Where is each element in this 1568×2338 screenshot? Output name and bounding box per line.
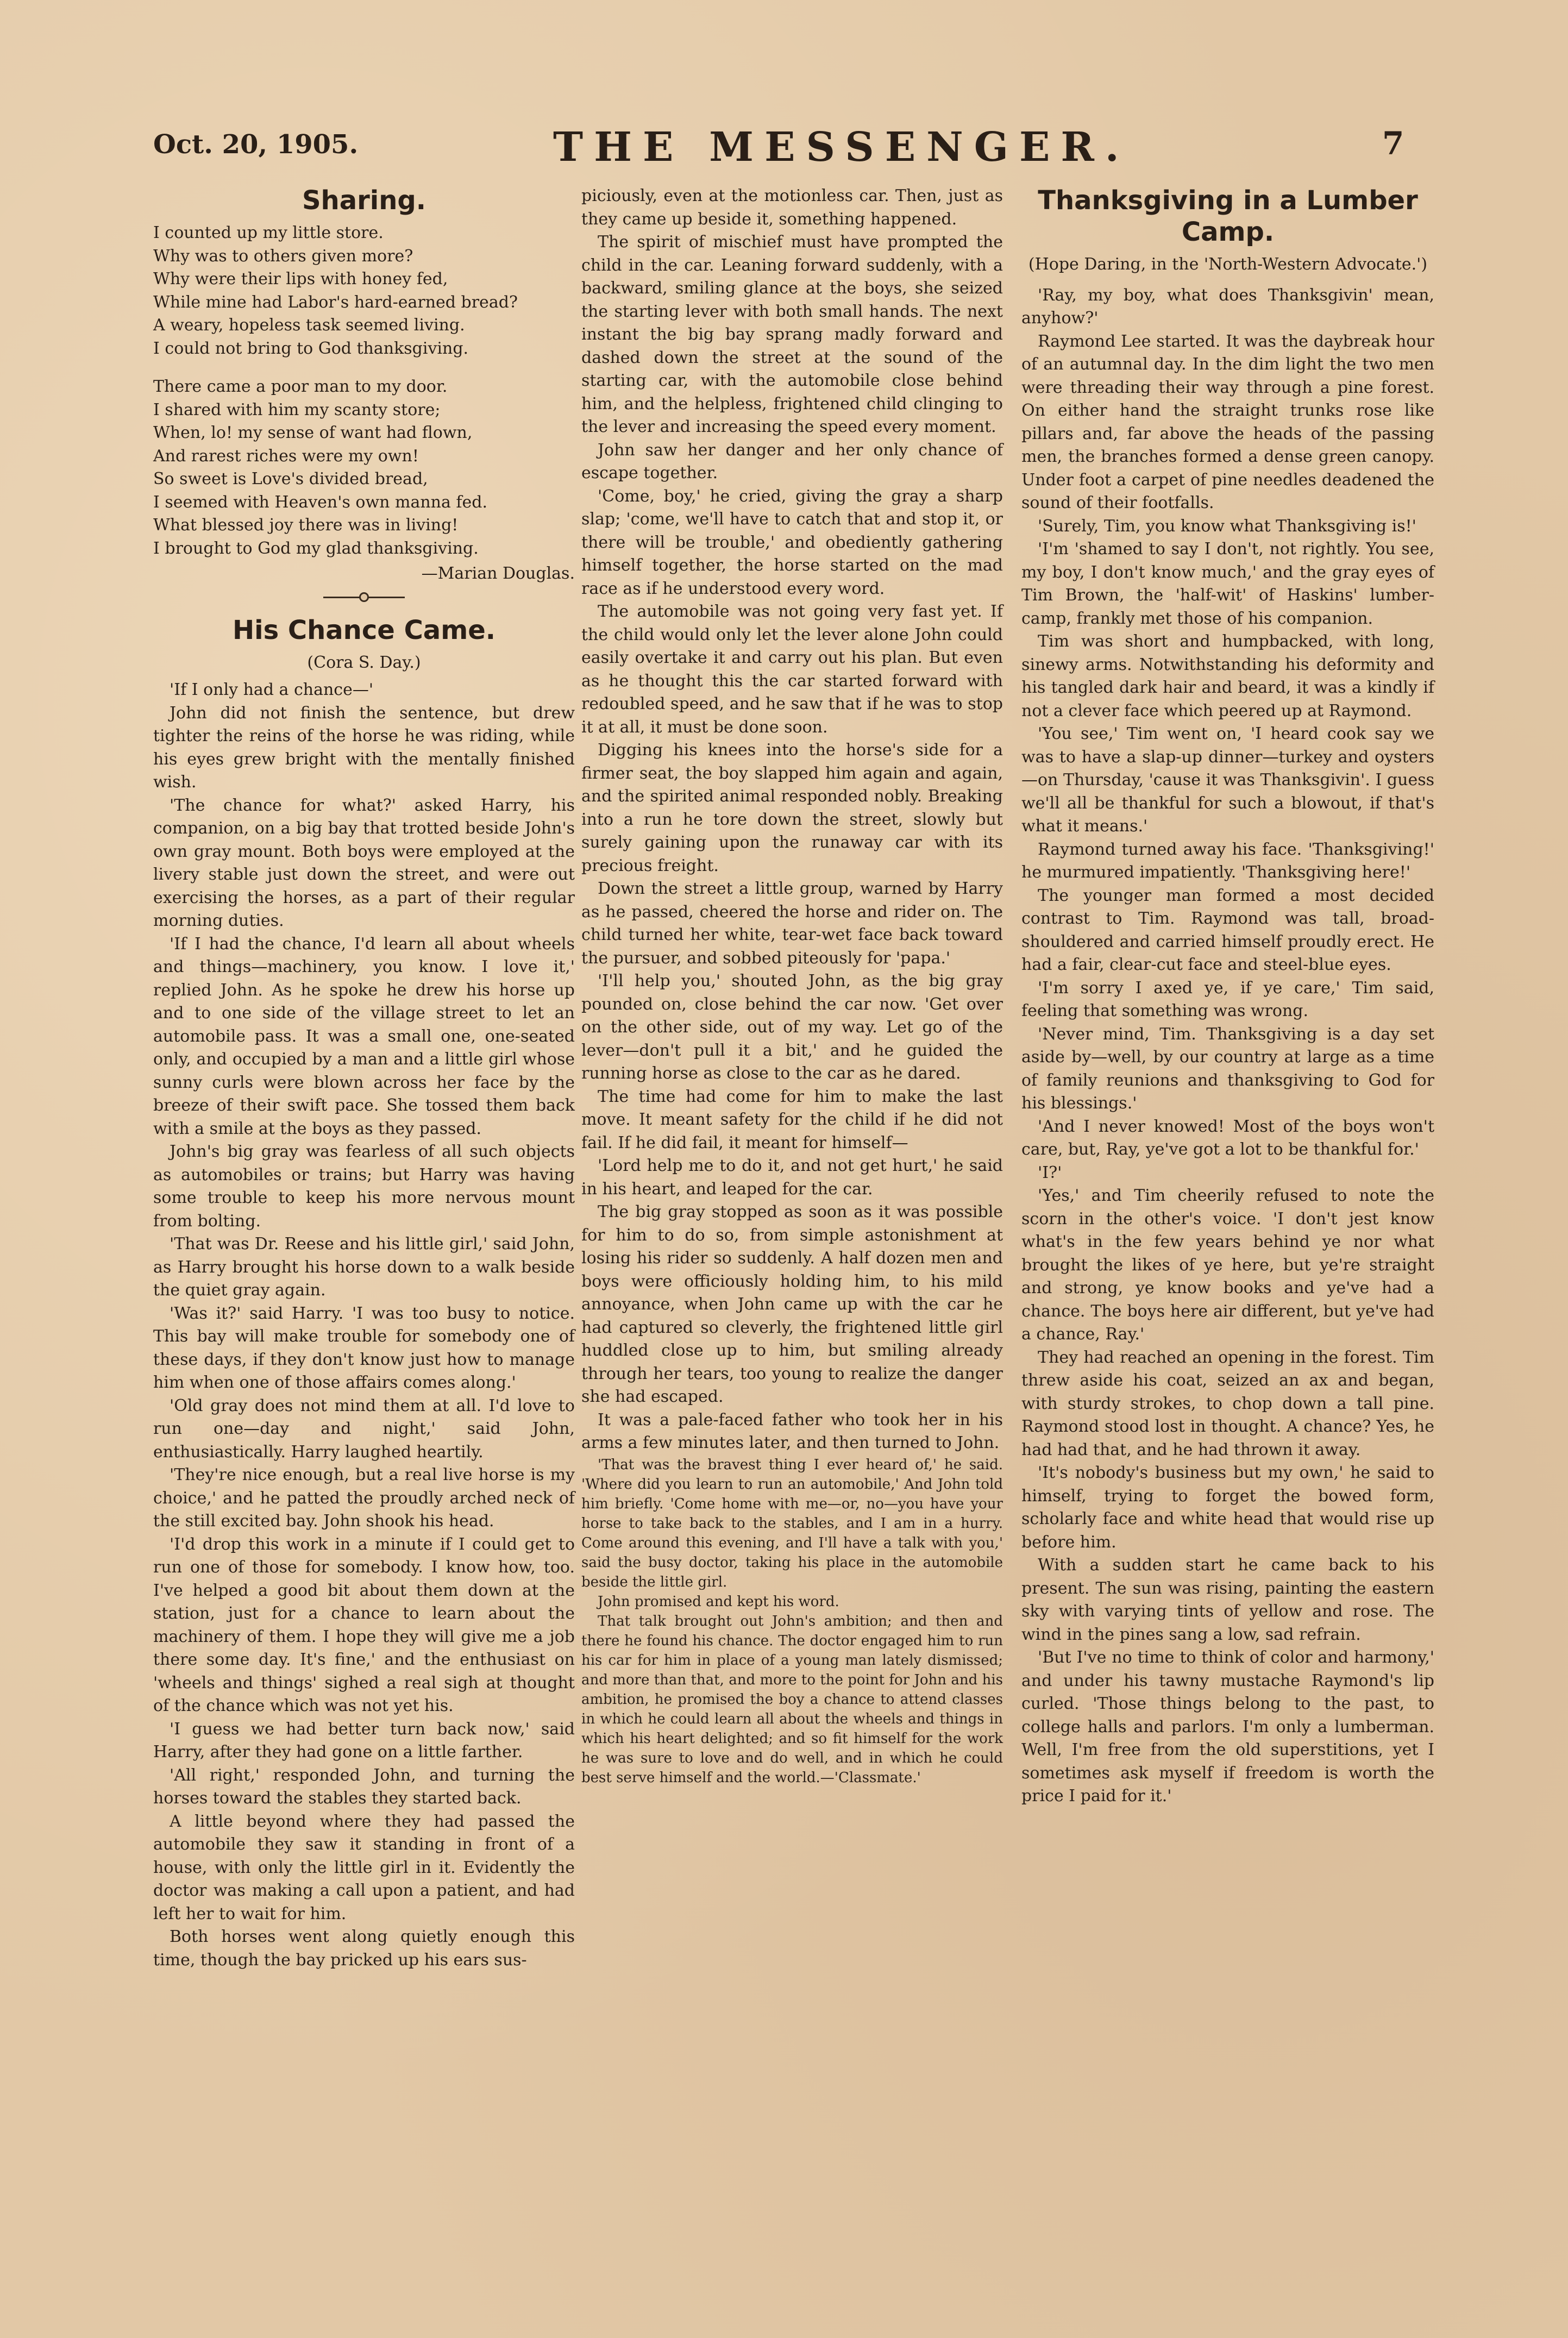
paragraph: Both horses went along quietly enough this time, though the bay pricked up his ears sus- (153, 1927, 575, 1970)
paragraph: They had reached an opening in the forest. Tim threw aside his coat, seized an ax and began, with sturdy strokes, to chop down a tall pine. Raymond stood lost in thought. A chance? Yes, he had had that, and he had thrown it away. (1021, 1347, 1434, 1459)
column-3 (1021, 185, 1434, 1808)
poem-author: —Marian Douglas. (421, 564, 575, 583)
paragraph: 'The chance for what?' asked Harry, his companion, on a big bay that trotted beside John's own gray mount. Both boys were employed at the livery stable just down the street, and were out exercising the horses, as a part of their regular morning duties. (153, 795, 575, 930)
story-title: His Chance Came. (232, 615, 496, 645)
story-byline: (Cora S. Day.) (307, 653, 421, 672)
paragraph: Down the street a little group, warned by Harry as he passed, cheered the horse and rider on. The child turned her white, tear-wet face back toward the pursuer, and sobbed piteously for 'papa.' (581, 879, 1003, 968)
paragraph: The time had come for him to make the last move. It meant safety for the child if he did not fail. If he did fail, it meant for himself— (581, 1087, 1003, 1152)
poem-title: Sharing. (302, 185, 427, 216)
poem-line: I seemed with Heaven's own manna fed. (153, 492, 488, 512)
paragraph: The big gray stopped as soon as it was possible for him to do so, from simple astonishment at losing his rider so suddenly. A half dozen men and boys were officiously holding him, to his mild annoyance, when John came up with the car he had captured so cleverly, the frightened little girl huddled close up to him, but smiling already through her tears, too young to realize the danger she had escaped. (581, 1202, 1003, 1406)
article-byline: (Hope Daring, in the 'North-Western Advocate.') (1028, 255, 1428, 274)
poem-line: I shared with him my scanty store; (153, 400, 441, 419)
paragraph: 'I guess we had better turn back now,' said Harry, after they had gone on a little farther. (153, 1719, 575, 1762)
paragraph: 'I'm 'shamed to say I don't, not rightly. You see, my boy, I don't know much,' and the gray eyes of Tim Brown, the 'half-wit' of Haskins' lumber-camp, frankly met those of his companion. (1021, 540, 1434, 628)
paragraph: 'Surely, Tim, you know what Thanksgiving is!' (1038, 516, 1416, 536)
paragraph: 'And I never knowed! Most of the boys won't care, but, Ray, ye've got a lot to be thankful for.' (1021, 1117, 1434, 1159)
paragraph: The automobile was not going very fast yet. If the child would only let the lever alone John could easily overtake it and carry out his plan. But even as he thought this the car started forward with redoubled speed, and he saw that if he was to stop it at all, it must be done soon. (581, 602, 1003, 737)
paragraph: 'You see,' Tim went on, 'I heard cook say we was to have a slap-up dinner—turkey and oysters—on Thursday, 'cause it was Thanksgivin'. I guess we'll all be thankful for such a blowout, if that's what it means.' (1021, 724, 1434, 836)
paragraph: With a sudden start he came back to his present. The sun was rising, painting the eastern sky with varying tints of yellow and rose. The wind in the pines sang a low, sad refrain. (1021, 1556, 1434, 1644)
poem-stanza-2 (153, 375, 575, 560)
paragraph: 'If I had the chance, I'd learn all about wheels and things—machinery, you know. I love it,' replied John. As he spoke he drew his horse up and to one side of the village street to let an automobile pass. It was a small one, one-seated only, and occupied by a man and a little girl whose sunny curls were blown across her face by the breeze of their swift pace. She tossed them back with a smile at the boys as they passed. (153, 934, 575, 1138)
paragraph: The spirit of mischief must have prompted the child in the car. Leaning forward suddenly, with a backward, smiling glance at the boys, she seized the starting lever with both small hands. The next instant the big bay sprang madly forward and dashed down the street at the sound of the starting car, with the automobile close behind him, and the helpless, frightened child clinging to the lever and increasing the speed every moment. (581, 233, 1003, 436)
poem-line: And rarest riches were my own! (153, 446, 419, 466)
paragraph: That talk brought out John's ambition; and then and there he found his chance. The doctor engaged him to run his car for him in place of a young man lately dismissed; and more than that, and more to the point for John and his ambition, he promised the boy a chance to attend classes in which he could learn all about the wheels and things in which his heart delighted; and so fit himself for the work he was sure to love and do well, and in which he could best serve himself and the world.—'Classmate.' (581, 1613, 1003, 1786)
paragraph: John did not finish the sentence, but drew tighter the reins of the horse he was riding, while his eyes grew bright with the mentally finished wish. (153, 703, 575, 792)
paragraph: It was a pale-faced father who took her in his arms a few minutes later, and then turned to John. (581, 1410, 1003, 1452)
paragraph: John's big gray was fearless of all such objects as automobiles or trains; but Harry was having some trouble to keep his more nervous mount from bolting. (153, 1142, 575, 1231)
paragraph: 'I'm sorry I axed ye, if ye care,' Tim said, feeling that something was wrong. (1021, 978, 1434, 1020)
poem-line: I counted up my little store. (153, 223, 384, 242)
poem-line: There came a poor man to my door. (153, 377, 448, 396)
section-divider (323, 597, 405, 598)
paragraph: 'They're nice enough, but a real live horse is my choice,' and he patted the proudly arched neck of the still excited bay. John shook his head. (153, 1465, 575, 1531)
poem-line: What blessed joy there was in living! (153, 516, 459, 535)
issue-date: Oct. 20, 1905. (153, 129, 359, 160)
page-number: 7 (1382, 125, 1404, 162)
poem-line: I could not bring to God thanksgiving. (153, 339, 469, 358)
article-title: Thanksgiving in a Lumber Camp. (1038, 185, 1418, 247)
column-2 (581, 185, 1003, 1788)
paragraph: 'I'll help you,' shouted John, as the big gray pounded on, close behind the car now. 'Get over on the other side, out of my way. Let go of the lever—don't pull it a bit,' and he guided the running horse as close to the car as he dared. (581, 971, 1003, 1083)
paragraph: Digging his knees into the horse's side for a firmer seat, the boy slapped him again and again, and the spirited animal responded nobly. Breaking into a run he tore down the street, slowly but surely gaining upon the runaway car with its precious freight. (581, 741, 1003, 875)
poem-line: When, lo! my sense of want had flown, (153, 423, 473, 442)
story-body (153, 679, 575, 1972)
paragraph: 'I?' (1038, 1163, 1062, 1182)
paragraph: A little beyond where they had passed the automobile they saw it standing in front of a house, with only the little girl in it. Evidently the doctor was making a call upon a patient, and had left her to wait for him. (153, 1812, 575, 1923)
paragraph: John saw her danger and her only chance of escape together. (581, 440, 1003, 482)
paragraph: Tim was short and humpbacked, with long, sinewy arms. Notwithstanding his deformity and his tangled dark hair and beard, it was a kindly if not a clever face which peered up at Raymond. (1021, 632, 1434, 720)
poem-line: So sweet is Love's divided bread, (153, 469, 428, 488)
paragraph: Raymond turned away his face. 'Thanksgiving!' he murmured impatiently. 'Thanksgiving here!' (1021, 839, 1434, 882)
masthead: THE MESSENGER. (553, 124, 1130, 171)
paragraph: 'But I've no time to think of color and harmony,' and under his tawny mustache Raymond's lip curled. 'Those things belong to the past, to college halls and parlors. I'm only a lumberman. Well, I'm free from the old superstitions, yet I sometimes ask myself if freedom is worth the price I paid for it.' (1021, 1648, 1434, 1806)
page-header (0, 124, 1568, 173)
paragraph: 'I'd drop this work in a minute if I could get to run one of those for somebody. I know how, too. I've helped a good bit about them down at the station, just for a chance to learn about the machinery of them. I hope they will give me a job there some day. It's fine,' and the enthusiast on 'wheels and things' sighed a real sigh at thought of the chance which was not yet his. (153, 1534, 575, 1715)
poem-line: Why was to others given more? (153, 246, 413, 266)
paragraph: 'Come, boy,' he cried, giving the gray a sharp slap; 'come, we'll have to catch that and stop it, or there will be trouble,' and obediently gathering himself together, the horse started on the mad race as if he understood every word. (581, 486, 1003, 598)
paragraph: 'That was Dr. Reese and his little girl,' said John, as Harry brought his horse down to a walk beside the quiet gray again. (153, 1234, 575, 1300)
paragraph: 'Was it?' said Harry. 'I was too busy to notice. This bay will make trouble for somebody one of these days, if they don't know just how to manage him when one of those affairs comes along.' (153, 1303, 575, 1392)
paragraph: John promised and kept his word. (598, 1593, 839, 1610)
paragraph: 'It's nobody's business but my own,' he said to himself, trying to forget the bowed form, scholarly face and white head that would rise up before him. (1021, 1463, 1434, 1552)
poem-line: While mine had Labor's hard-earned bread? (153, 292, 518, 312)
paragraph: The younger man formed a most decided contrast to Tim. Raymond was tall, broad-shouldered and carried himself proudly erect. He had a fair, clear-cut face and steel-blue eyes. (1021, 886, 1434, 974)
paragraph: 'That was the bravest thing I ever heard of,' he said. 'Where did you learn to run an automobile,' And John told him briefly. 'Come home with me—or, no—you have your horse to take back to the stables, and I am in a hurry. Come around this evening, and I'll have a talk with you,' said the busy doctor, taking his place in the automobile beside the little girl. (581, 1456, 1003, 1590)
divider-ornament (359, 592, 369, 602)
paragraph: piciously, even at the motionless car. Then, just as they came up beside it, something happened. (581, 186, 1003, 229)
paragraph: 'Never mind, Tim. Thanksgiving is a day set aside by—well, by our country at large as a time of family reunions and thanksgiving to God for his blessings.' (1021, 1024, 1434, 1113)
poem-line: I brought to God my glad thanksgiving. (153, 538, 479, 558)
paragraph: 'All right,' responded John, and turning the horses toward the stables they started back. (153, 1765, 575, 1808)
column-1 (153, 185, 575, 1972)
poem-line: Why were their lips with honey fed, (153, 269, 448, 289)
paragraph: 'Old gray does not mind them at all. I'd love to run one—day and night,' said John, enthusiastically. Harry laughed heartily. (153, 1396, 575, 1462)
paragraph: 'If I only had a chance—' (170, 680, 374, 699)
paragraph: 'Lord help me to do it, and not get hurt,' he said in his heart, and leaped for the car. (581, 1156, 1003, 1199)
poem-line: A weary, hopeless task seemed living. (153, 316, 465, 335)
paragraph: 'Yes,' and Tim cheerily refused to note the scorn in the other's voice. 'I don't jest know what's in the few years behind ye nor what brought the likes of ye here, but ye're straight and strong, ye know books and ye've had a chance. The boys here air different, but ye've had a chance, Ray.' (1021, 1186, 1434, 1344)
paragraph: Raymond Lee started. It was the daybreak hour of an autumnal day. In the dim light the two men were threading their way through a pine forest. On either hand the straight trunks rose like pillars and, far above the heads of the passing men, the branches formed a dense green canopy. Under foot a carpet of pine needles deadened the sound of their footfalls. (1021, 331, 1434, 512)
poem-stanza-1 (153, 222, 575, 360)
paragraph: 'Ray, my boy, what does Thanksgivin' mean, anyhow?' (1021, 285, 1434, 328)
